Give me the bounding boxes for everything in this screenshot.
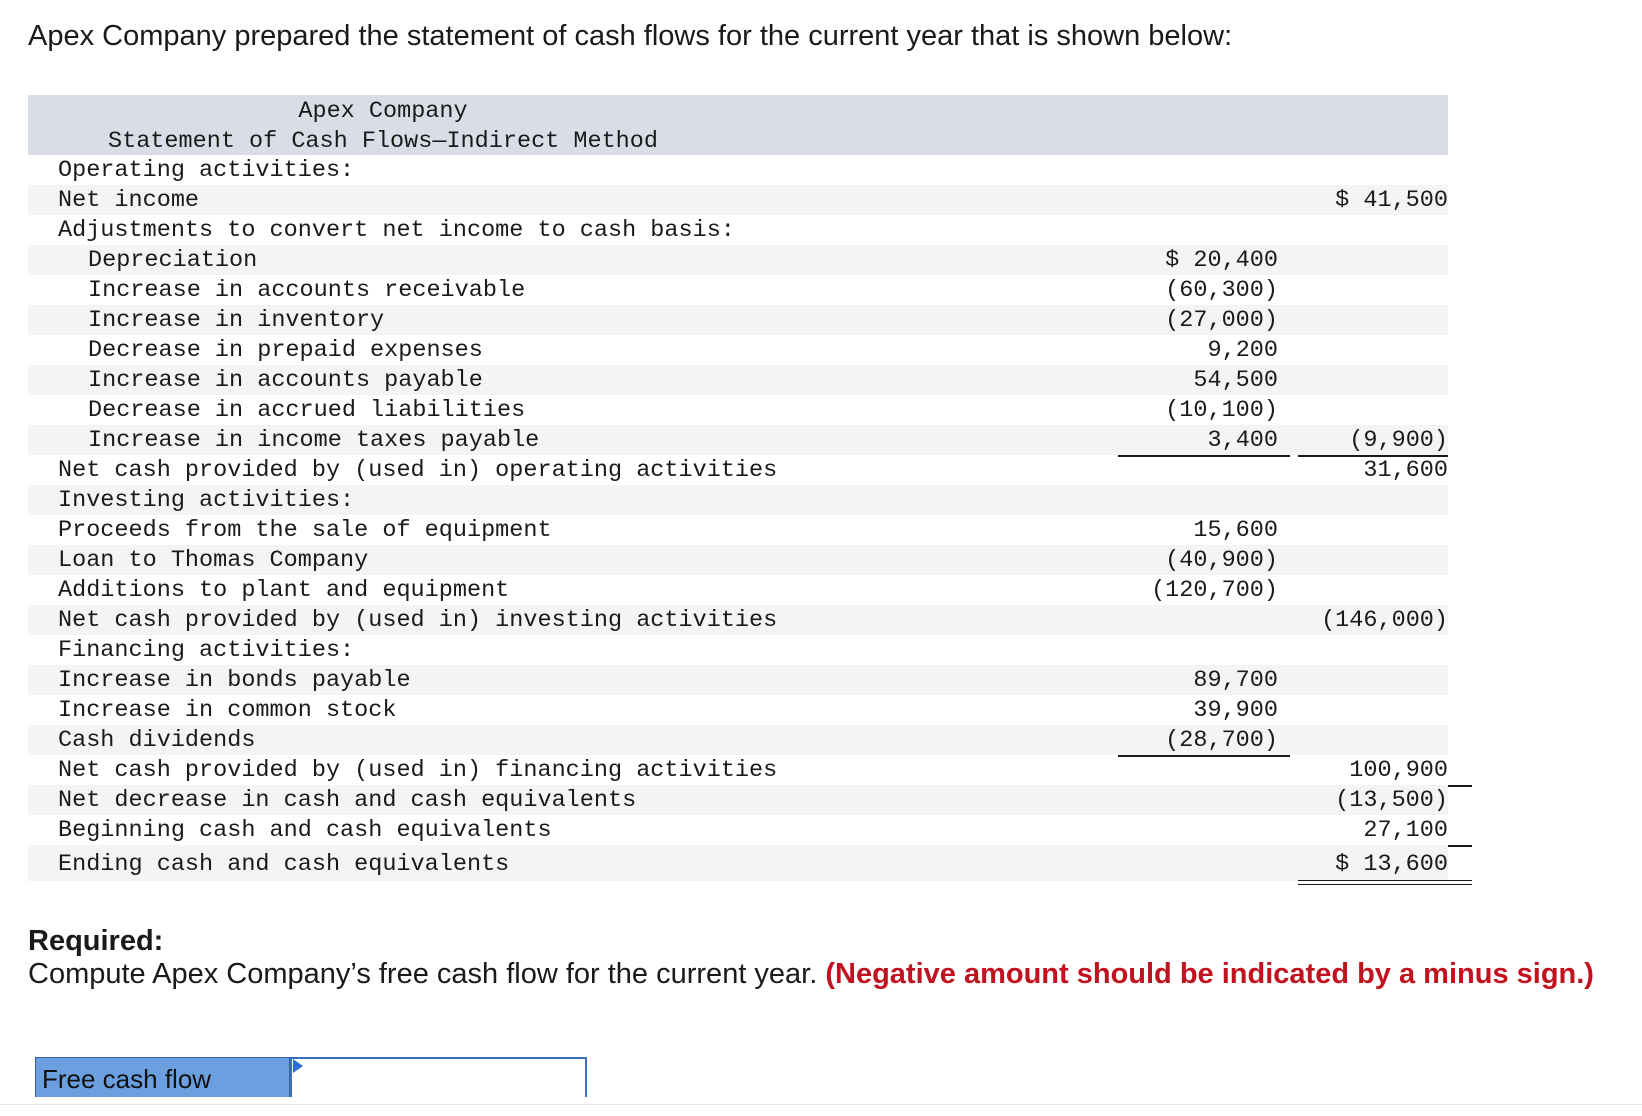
row-label: Net cash provided by (used in) operating activities bbox=[58, 457, 778, 484]
amount: $ 41,500 bbox=[1335, 187, 1448, 214]
row-label: Increase in common stock bbox=[58, 697, 397, 724]
row-label: Decrease in prepaid expenses bbox=[88, 337, 483, 364]
row-label: Ending cash and cash equivalents bbox=[58, 851, 510, 878]
statement-row bbox=[28, 575, 1448, 605]
free-cash-flow-label: Free cash flow bbox=[35, 1057, 290, 1097]
required-note: (Negative amount should be indicated by a minus sign.) bbox=[825, 958, 1594, 990]
statement-header bbox=[28, 95, 1448, 155]
answer-row bbox=[35, 1057, 587, 1097]
amount: (10,100) bbox=[1165, 397, 1278, 424]
row-label: Net cash provided by (used in) financing activities bbox=[58, 757, 778, 784]
amount: 31,600 bbox=[1363, 457, 1448, 484]
input-flag-icon bbox=[293, 1059, 303, 1073]
row-label: Loan to Thomas Company bbox=[58, 547, 369, 574]
row-label: Net income bbox=[58, 187, 200, 214]
amount: (120,700) bbox=[1088, 577, 1278, 604]
row-label: Beginning cash and cash equivalents bbox=[58, 817, 552, 844]
amount: 39,900 bbox=[1193, 697, 1278, 724]
statement-row bbox=[28, 305, 1448, 335]
intro-text: Apex Company prepared the statement of cash flows for the current year that is shown below: bbox=[28, 20, 1233, 52]
amount: 89,700 bbox=[1193, 667, 1278, 694]
amount: 15,600 bbox=[1193, 517, 1278, 544]
row-label: Net decrease in cash and cash equivalents bbox=[58, 787, 637, 814]
amount: $ 13,600 bbox=[1288, 851, 1460, 878]
section-heading-operating: Operating activities: bbox=[58, 157, 355, 184]
company-name: Apex Company bbox=[298, 98, 468, 125]
row-label: Net cash provided by (used in) investing activities bbox=[58, 607, 778, 634]
statement-row bbox=[28, 725, 1448, 755]
row-label: Increase in bonds payable bbox=[58, 667, 411, 694]
amount: 9,200 bbox=[1207, 337, 1278, 364]
statement-row bbox=[28, 755, 1448, 785]
statement-row bbox=[28, 695, 1448, 725]
statement-row bbox=[28, 815, 1448, 845]
row-label: Cash dividends bbox=[58, 727, 256, 754]
row-label: Increase in income taxes payable bbox=[88, 427, 540, 454]
row-label: Additions to plant and equipment bbox=[58, 577, 510, 604]
row-label: Increase in accounts receivable bbox=[88, 277, 526, 304]
statement-row bbox=[28, 485, 1448, 515]
row-label: Decrease in accrued liabilities bbox=[88, 397, 526, 424]
statement-row bbox=[28, 155, 1448, 185]
statement-row bbox=[28, 275, 1448, 305]
statement-row bbox=[28, 365, 1448, 395]
cash-flow-statement bbox=[28, 95, 1448, 881]
section-heading-investing: Investing activities: bbox=[58, 487, 355, 514]
statement-row bbox=[28, 785, 1448, 815]
statement-row bbox=[28, 185, 1448, 215]
statement-row bbox=[28, 335, 1448, 365]
statement-row bbox=[28, 845, 1448, 881]
row-label: Depreciation bbox=[88, 247, 258, 274]
amount: $ 20,400 bbox=[1165, 247, 1278, 274]
amount: (146,000) bbox=[1321, 607, 1448, 634]
row-label: Adjustments to convert net income to cash basis: bbox=[58, 217, 735, 244]
statement-title: Statement of Cash Flows—Indirect Method bbox=[108, 128, 658, 155]
required-heading: Required: bbox=[28, 925, 164, 957]
statement-row bbox=[28, 605, 1448, 635]
statement-row bbox=[28, 455, 1448, 485]
required-section bbox=[28, 925, 1594, 991]
required-text: Compute Apex Company’s free cash flow for the current year. bbox=[28, 958, 826, 990]
statement-row bbox=[28, 545, 1448, 575]
amount: 27,100 bbox=[1288, 817, 1460, 844]
statement-row bbox=[28, 395, 1448, 425]
row-label: Increase in accounts payable bbox=[88, 367, 483, 394]
amount: (40,900) bbox=[1165, 547, 1278, 574]
row-label: Proceeds from the sale of equipment bbox=[58, 517, 552, 544]
amount: (27,000) bbox=[1165, 307, 1278, 334]
statement-row bbox=[28, 515, 1448, 545]
amount: 3,400 bbox=[1088, 427, 1290, 454]
amount: (9,900) bbox=[1288, 427, 1448, 454]
statement-row bbox=[28, 245, 1448, 275]
amount: (60,300) bbox=[1165, 277, 1278, 304]
statement-row bbox=[28, 665, 1448, 695]
statement-row bbox=[28, 635, 1448, 665]
divider bbox=[0, 1104, 1642, 1105]
statement-row bbox=[28, 215, 1448, 245]
free-cash-flow-input[interactable] bbox=[290, 1057, 587, 1097]
amount: 100,900 bbox=[1288, 757, 1460, 784]
statement-row bbox=[28, 425, 1448, 455]
amount: (13,500) bbox=[1335, 787, 1448, 814]
amount: (28,700) bbox=[1088, 727, 1278, 754]
section-heading-financing: Financing activities: bbox=[58, 637, 355, 664]
amount: 54,500 bbox=[1193, 367, 1278, 394]
row-label: Increase in inventory bbox=[88, 307, 385, 334]
